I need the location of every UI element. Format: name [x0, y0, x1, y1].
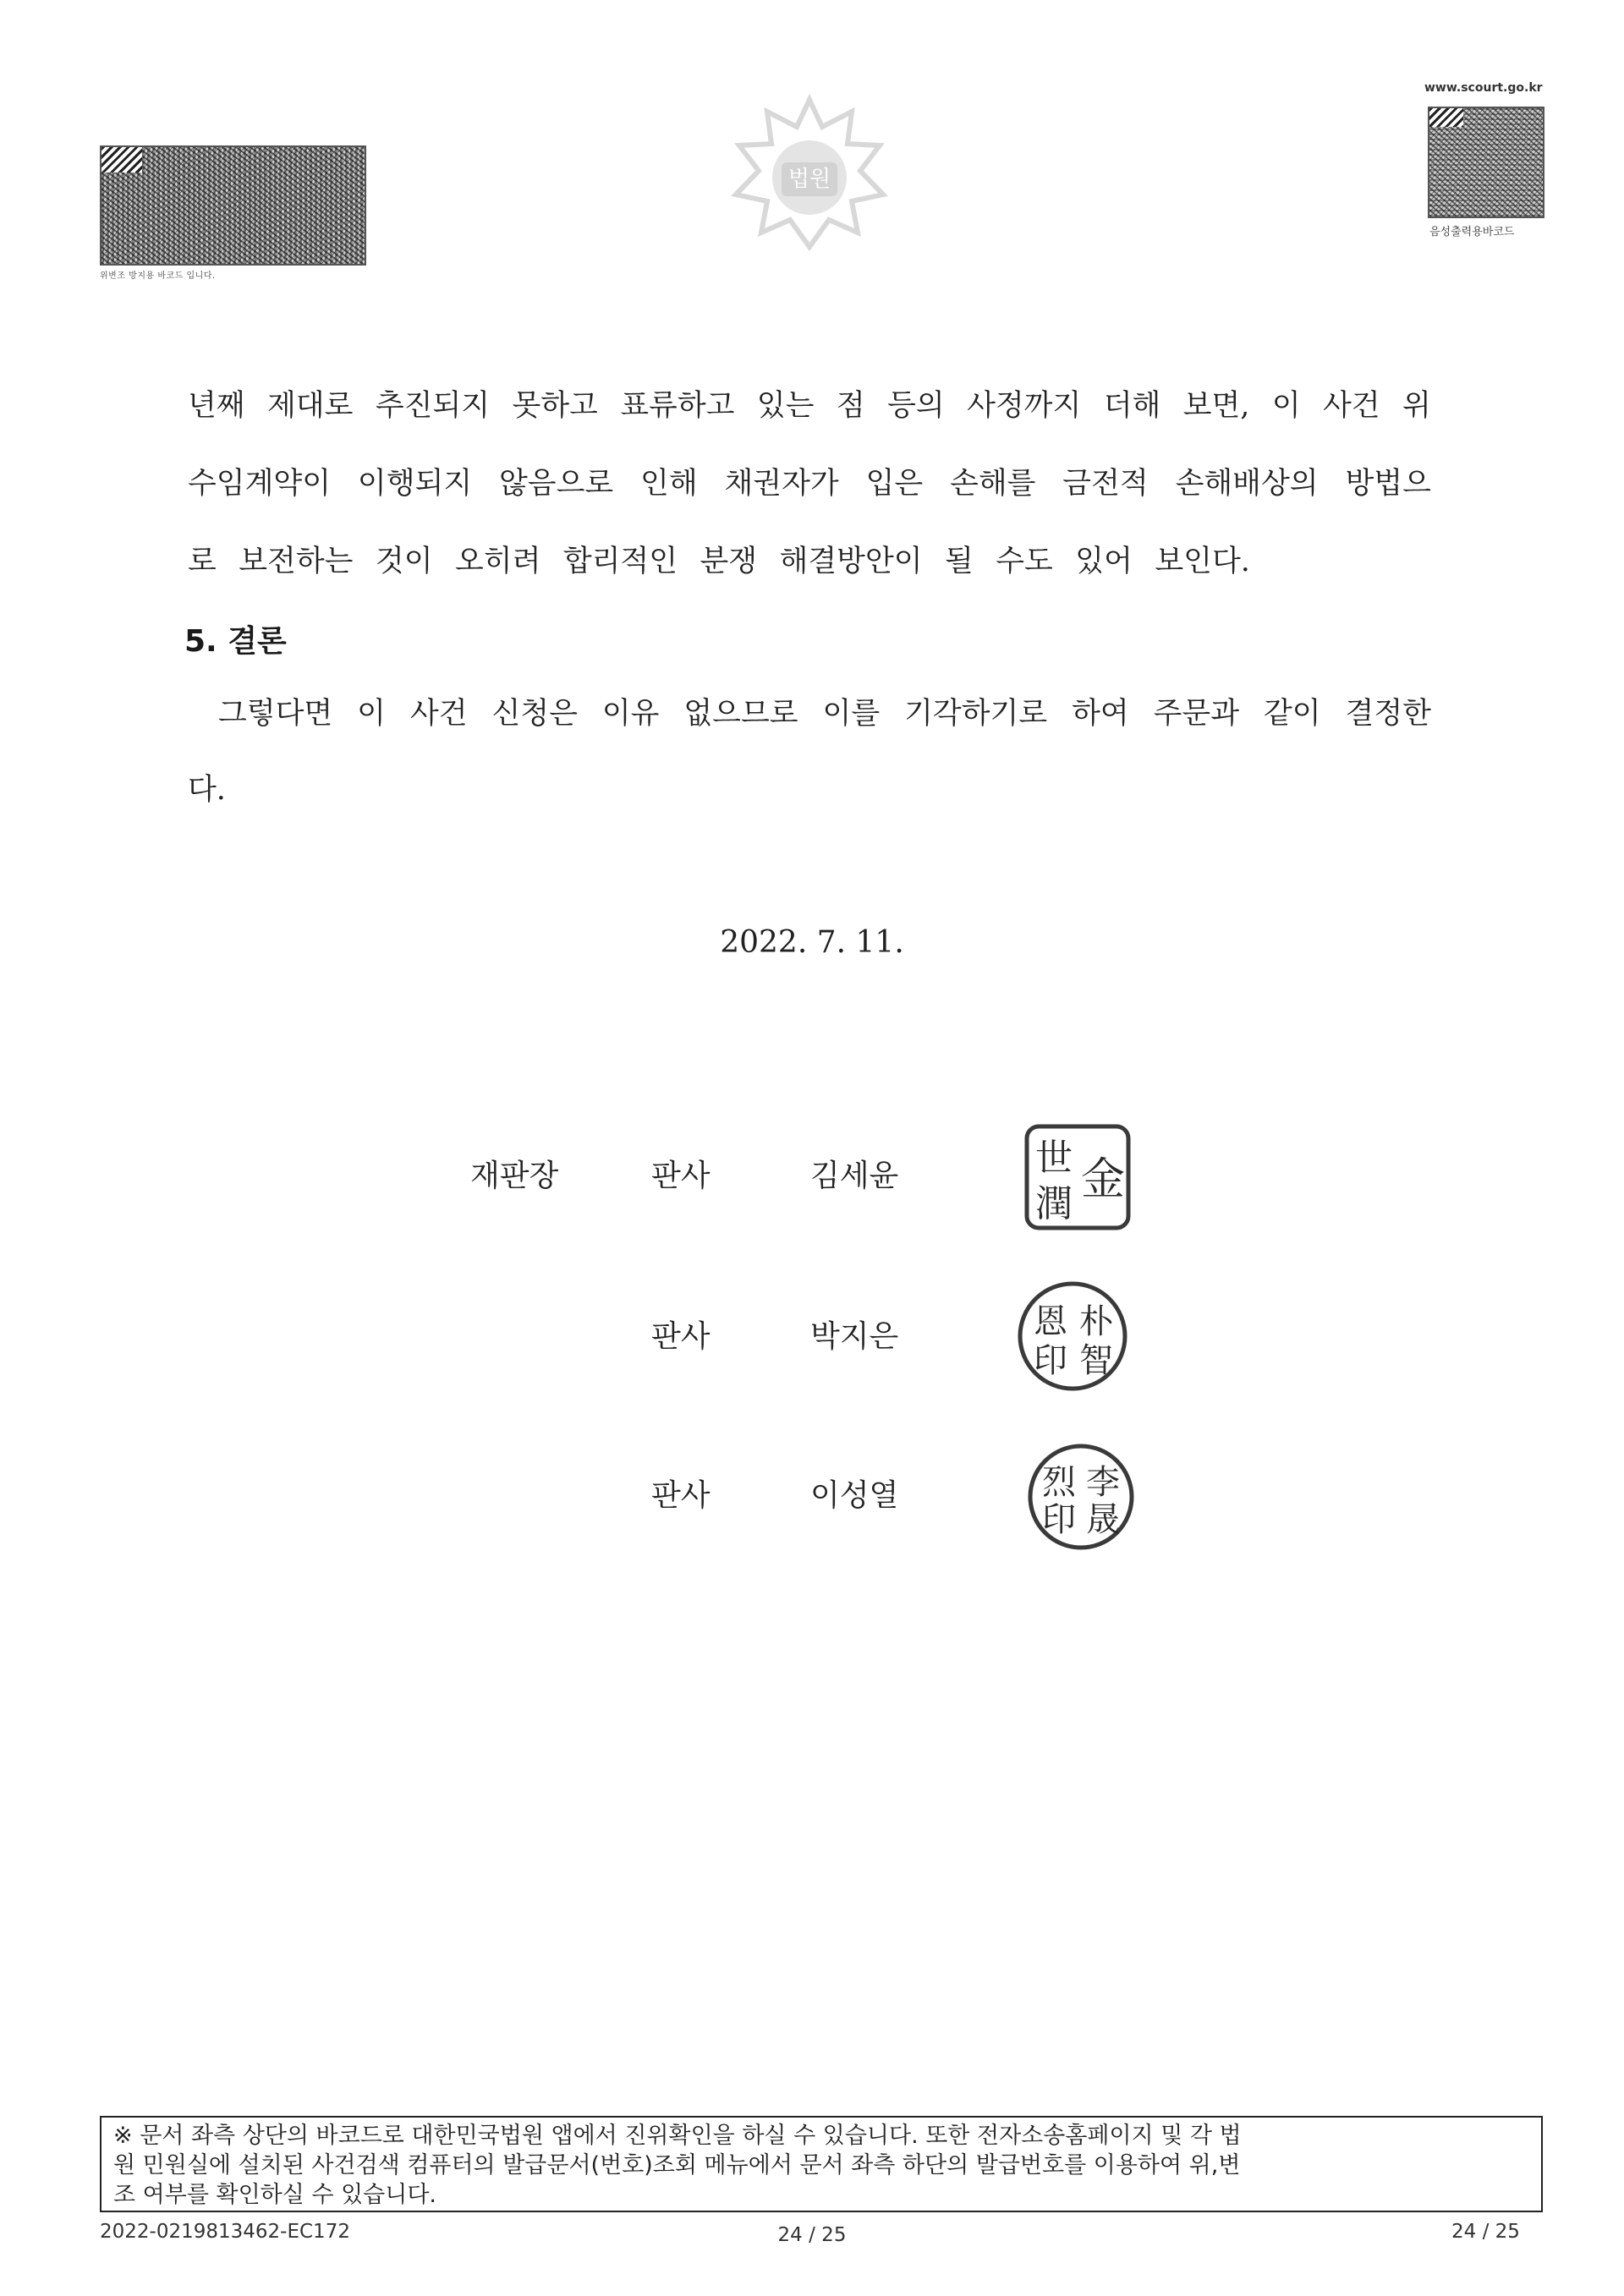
svg-text:智: 智: [1079, 1341, 1113, 1380]
page-number-right: 24 / 25: [1451, 2221, 1520, 2243]
judge-3-seal-icon: [1022, 1438, 1140, 1556]
judge-2-seal-icon: [1013, 1277, 1132, 1395]
court-website-url: www.scourt.go.kr: [1424, 81, 1543, 95]
voice-output-barcode-caption: 음성출력용바코드: [1429, 226, 1515, 238]
section-heading: 5. 결론: [184, 624, 287, 659]
svg-text:金: 金: [1080, 1154, 1126, 1205]
svg-text:印: 印: [1034, 1341, 1067, 1380]
judge-3-name: 이성열: [810, 1478, 899, 1513]
svg-text:晟: 晟: [1086, 1500, 1120, 1539]
notice-line-3: 조 여부를 확인하실 수 있습니다.: [113, 2182, 436, 2208]
notice-line-1: ※ 문서 좌측 상단의 바코드로 대한민국법원 앱에서 진위확인을 하실 수 있습니다. 또한 전자소송홈페이지 및 각 법: [113, 2123, 1242, 2149]
body-line-4: 그렇다면 이 사건 신청은 이유 없으므로 이를 기각하기로 하여 주문과 같이 결정한: [218, 697, 1431, 731]
body-line-1: 년째 제대로 추진되지 못하고 표류하고 있는 점 등의 사정까지 더해 보면, 이 사건 위: [188, 389, 1431, 423]
decision-date: 2022. 7. 11.: [720, 925, 904, 960]
svg-text:印: 印: [1042, 1500, 1076, 1539]
notice-line-2: 원 민원실에 설치된 사건검색 컴퓨터의 발급문서(번호)조회 메뉴에서 문서 좌측 하단의 발급번호를 이용하여 위,변: [113, 2152, 1241, 2178]
judge-1-seal-icon: [1018, 1118, 1137, 1236]
page-number-center: 24 / 25: [777, 2224, 847, 2246]
svg-text:烈: 烈: [1042, 1463, 1076, 1502]
authenticity-barcode: [100, 145, 366, 266]
svg-text:世: 世: [1035, 1137, 1073, 1180]
judge-3-title: 판사: [651, 1478, 710, 1513]
presiding-judge-label: 재판장: [470, 1159, 559, 1193]
body-line-5: 다.: [188, 773, 226, 807]
judge-1-title: 판사: [651, 1159, 710, 1193]
court-emblem-icon: [729, 93, 890, 254]
svg-text:潤: 潤: [1035, 1182, 1073, 1225]
svg-text:恩: 恩: [1034, 1302, 1067, 1341]
body-line-3: 로 보전하는 것이 오히려 합리적인 분쟁 해결방안이 될 수도 있어 보인다.: [188, 545, 1250, 578]
body-line-2: 수임계약이 이행되지 않음으로 인해 채권자가 입은 손해를 금전적 손해배상의 방법으: [188, 467, 1431, 501]
verification-notice: [100, 2116, 1543, 2212]
judge-2-title: 판사: [651, 1319, 710, 1354]
svg-text:李: 李: [1086, 1463, 1120, 1502]
svg-text:朴: 朴: [1079, 1302, 1113, 1341]
issue-number: 2022-0219813462-EC172: [100, 2221, 350, 2243]
voice-output-barcode: [1428, 107, 1544, 218]
emblem-label: 법원: [787, 167, 831, 192]
judge-2-name: 박지은: [810, 1319, 899, 1354]
authenticity-barcode-caption: 위변조 방지용 바코드 입니다.: [100, 271, 216, 281]
judge-1-name: 김세윤: [810, 1159, 899, 1193]
